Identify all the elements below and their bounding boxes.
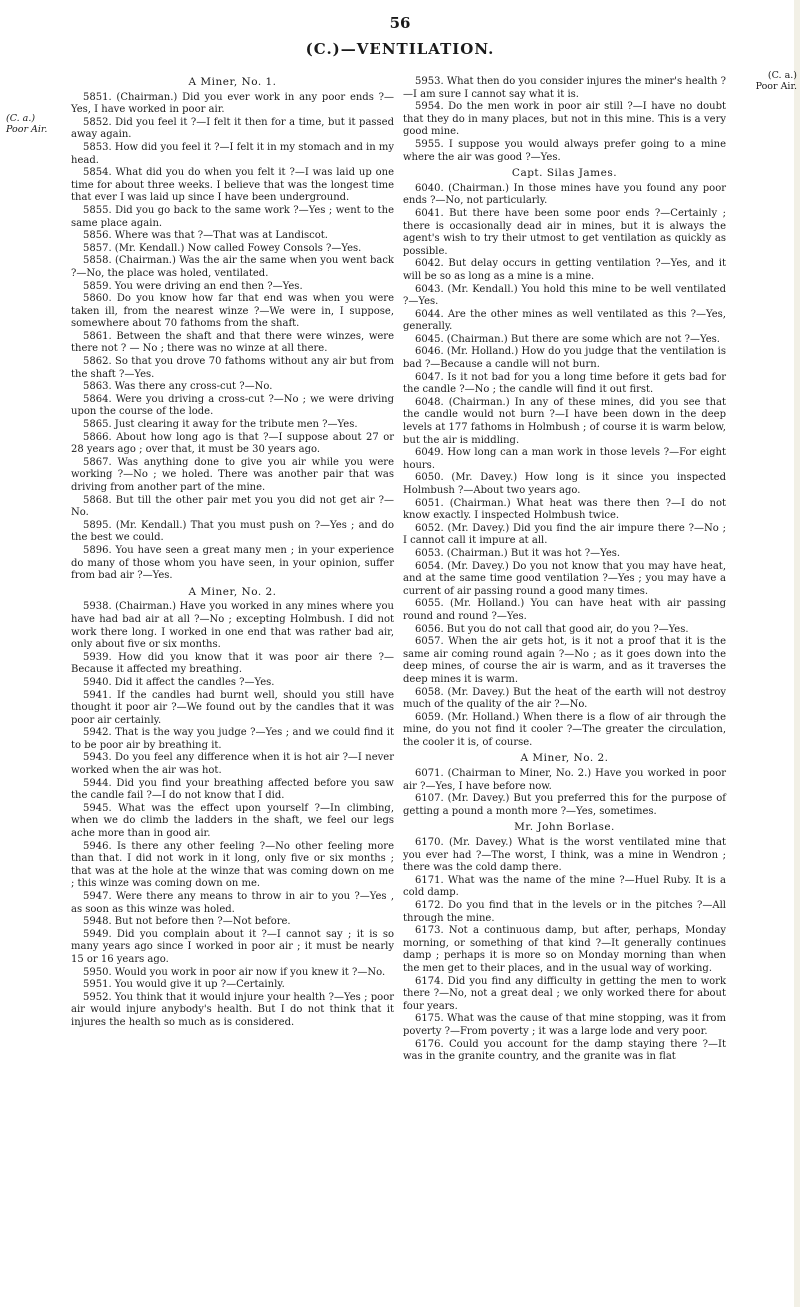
- left-column: [71, 76, 394, 1030]
- testimony-paragraph: 5946. Is there any other feeling ?—No other feeling more than that. I did not work in it long, only five or six months ; that was at the hole at the winze that was coming down on me ; this winze was coming down on me.: [71, 840, 394, 890]
- witness-heading: A Miner, No. 2.: [520, 752, 609, 765]
- testimony-paragraph: 5865. Just clearing it away for the tribute men ?—Yes.: [83, 419, 358, 431]
- testimony-paragraph: 6071. (Chairman to Miner, No. 2.) Have you worked in poor air ?—Yes, I have before now.: [403, 768, 726, 792]
- testimony-paragraph: 5955. I suppose you would always prefer going to a mine where the air was good ?—Yes.: [403, 138, 726, 163]
- margin-note-right: (C. a.) Poor Air.: [755, 70, 797, 92]
- testimony-paragraph: 6056. But you do not call that good air, do you ?—Yes.: [415, 623, 689, 635]
- testimony-paragraph: 6047. Is it not bad for you a long time before it gets bad for the candle ?—No ; the candle will find it out first.: [403, 371, 726, 396]
- testimony-paragraph: 5857. (Mr. Kendall.) Now called Fowey Consols ?—Yes.: [83, 242, 362, 254]
- testimony-paragraph: 5942. That is the way you judge ?—Yes ; and we could find it to be poor air by breathing it.: [71, 727, 394, 751]
- testimony-paragraph: 6173. Not a continuous damp, but after, perhaps, Monday morning, or something of that kind ?—It generally continues damp ; perhaps it is more so on Monday morning than when the men get to their places, and in the usual way of working.: [403, 925, 726, 974]
- testimony-paragraph: 6046. (Mr. Holland.) How do you judge that the ventilation is bad ?—Because a candle will not burn.: [403, 346, 726, 371]
- testimony-paragraph: 5943. Do you feel any difference when it is hot air ?—I never worked when the air was hot.: [71, 752, 394, 777]
- testimony-paragraph: 5856. Where was that ?—That was at Landiscot.: [83, 230, 328, 242]
- testimony-paragraph: 5867. Was anything done to give you air while you were working ?—No ; we holed. There was another pair that was driving from another part of the mine.: [71, 456, 394, 493]
- testimony-paragraph: 6170. (Mr. Davey.) What is the worst ventilated mine that you ever had ?—The worst, I think, was a mine in Wendron ; there was the cold damp there.: [403, 837, 726, 874]
- testimony-paragraph: 5861. Between the shaft and that there were winzes, were there not ? — No ; there was no winze at all there.: [71, 330, 394, 355]
- testimony-paragraph: 5951. You would give it up ?—Certainly.: [83, 979, 285, 991]
- testimony-paragraph: 5896. You have seen a great many men ; in your experience do many of those whom you have seen, in your opinion, suffer from bad air ?—Yes.: [71, 544, 394, 582]
- testimony-paragraph: 5940. Did it affect the candles ?—Yes.: [83, 676, 275, 688]
- testimony-paragraph: 6059. (Mr. Holland.) When there is a flow of air through the mine, do you not find it cooler ?—The greater the circulation, the cooler it is, of course.: [403, 711, 726, 748]
- testimony-paragraph: 6107. (Mr. Davey.) But you preferred this for the purpose of getting a pound a month more ?—Yes, sometimes.: [403, 793, 726, 817]
- testimony-paragraph: 6172. Do you find that in the levels or in the pitches ?—All through the mine.: [403, 900, 726, 924]
- right-column: [403, 76, 726, 1064]
- testimony-paragraph: 6050. (Mr. Davey.) How long is it since you inspected Holmbush ?—About two years ago.: [403, 472, 726, 496]
- testimony-paragraph: 5864. Were you driving a cross-cut ?—No ; we were driving upon the course of the lode.: [71, 393, 394, 418]
- testimony-paragraph: 5947. Were there any means to throw in air to you ?—Yes , as soon as this winze was holed.: [71, 891, 394, 915]
- margin-note-left: (C. a.) Poor Air.: [6, 113, 48, 135]
- testimony-paragraph: 5939. How did you know that it was poor air there ?—Because it affected my breathing.: [71, 651, 394, 676]
- testimony-paragraph: 5852. Did you feel it ?—I felt it then for a time, but it passed away again.: [71, 116, 394, 141]
- testimony-paragraph: 6054. (Mr. Davey.) Do you not know that you may have heat, and at the same time good ventilation ?—Yes ; you may have a current of air passing round a good many times.: [403, 560, 726, 597]
- testimony-paragraph: 6052. (Mr. Davey.) Did you find the air impure there ?—No ; I cannot call it impure at all.: [403, 522, 726, 547]
- testimony-paragraph: 6045. (Chairman.) But there are some which are not ?—Yes.: [415, 333, 720, 345]
- testimony-paragraph: 6175. What was the cause of that mine stopping, was it from poverty ?—From poverty ; it was a large lode and very poor.: [403, 1013, 726, 1037]
- testimony-paragraph: 5858. (Chairman.) Was the air the same when you went back ?—No, the place was holed, ventilated.: [71, 255, 394, 279]
- testimony-paragraph: 5938. (Chairman.) Have you worked in any mines where you have had bad air at all ?—No ; excepting Holmbush. I did not work there long. I worked in one end that was rather bad air, only about five or six months.: [71, 601, 394, 651]
- testimony-paragraph: 5953. What then do you consider injures the miner's health ?—I am sure I cannot say what it is.: [403, 76, 726, 100]
- testimony-paragraph: 6040. (Chairman.) In those mines have you found any poor ends ?—No, not particularly.: [403, 182, 726, 207]
- testimony-paragraph: 5945. What was the effect upon yourself ?—In climbing, when we do climb the ladders in the shaft, we feel our legs ache more than in good air.: [71, 802, 394, 840]
- testimony-paragraph: 5851. (Chairman.) Did you ever work in any poor ends ?—Yes, I have worked in poor air.: [71, 91, 394, 116]
- testimony-paragraph: 5853. How did you feel it ?—I felt it in my stomach and in my head.: [71, 141, 394, 166]
- testimony-paragraph: 5948. But not before then ?—Not before.: [83, 916, 291, 928]
- witness-heading: Capt. Silas James.: [511, 167, 618, 180]
- testimony-paragraph: 6057. When the air gets hot, is it not a proof that it is the same air coming round again ?—No ; as it goes down into the deep mines, of course the air is warm, and as it traverses the deep mines it is warm.: [403, 636, 726, 685]
- testimony-paragraph: 6058. (Mr. Davey.) But the heat of the earth will not destroy much of the quality of the air ?—No.: [403, 686, 726, 711]
- testimony-paragraph: 6044. Are the other mines as well ventilated as this ?—Yes, generally.: [403, 308, 726, 333]
- testimony-paragraph: 6048. (Chairman.) In any of these mines, did you see that the candle would not burn ?—I have been down in the deep levels at 177 fathoms in Holmbush ; of course it is warm below, but the air is middling.: [403, 396, 726, 446]
- testimony-paragraph: 5860. Do you know how far that end was when you were taken ill, from the nearest winze ?—We were in, I suppose, somewhere about 70 fathoms from the shaft.: [71, 293, 394, 330]
- testimony-paragraph: 5854. What did you do when you felt it ?—I was laid up one time for about three weeks. I believe that was the longest time that ever I was laid up since I have been underground.: [71, 167, 394, 204]
- testimony-paragraph: 6041. But there have been some poor ends ?—Certainly ; there is occasionally dead air in mines, but it is always the agent's wish to try their utmost to get ventilation as quickly as possible.: [403, 207, 726, 257]
- testimony-paragraph: 5954. Do the men work in poor air still ?—I have no doubt that they do in many places, but not in this mine. This is a very good mine.: [403, 101, 726, 138]
- testimony-paragraph: 6055. (Mr. Holland.) You can have heat with air passing round and round ?—Yes.: [403, 598, 726, 622]
- testimony-paragraph: 5862. So that you drove 70 fathoms without any air but from the shaft ?—Yes.: [71, 356, 394, 380]
- testimony-paragraph: 5949. Did you complain about it ?—I cannot say ; it is so many years ago since I worked in poor air ; it must be nearly 15 or 16 years ago.: [71, 928, 394, 965]
- page-number: 56: [389, 14, 411, 32]
- page-edge: [794, 0, 800, 1307]
- witness-heading: A Miner, No. 2.: [188, 585, 277, 598]
- testimony-paragraph: 6171. What was the name of the mine ?—Huel Ruby. It is a cold damp.: [403, 874, 726, 899]
- testimony-paragraph: 5944. Did you find your breathing affected before you saw the candle fail ?—I do not know that I did.: [71, 777, 394, 802]
- testimony-paragraph: 5859. You were driving an end then ?—Yes.: [83, 280, 303, 292]
- testimony-paragraph: 6042. But delay occurs in getting ventilation ?—Yes, and it will be so as long as a mine is a mine.: [403, 258, 726, 282]
- testimony-paragraph: 6049. How long can a man work in those levels ?—For eight hours.: [403, 447, 726, 471]
- testimony-paragraph: 6043. (Mr. Kendall.) You hold this mine to be well ventilated ?—Yes.: [403, 283, 726, 308]
- testimony-paragraph: 5950. Would you work in poor air now if you knew it ?—No.: [83, 966, 386, 978]
- testimony-paragraph: 5863. Was there any cross-cut ?—No.: [83, 381, 273, 393]
- witness-heading: A Miner, No. 1.: [188, 76, 277, 88]
- testimony-paragraph: 6053. (Chairman.) But it was hot ?—Yes.: [415, 547, 621, 559]
- testimony-paragraph: 5855. Did you go back to the same work ?—Yes ; went to the same place again.: [71, 204, 394, 229]
- section-title: (C.)—VENTILATION.: [305, 40, 495, 58]
- testimony-paragraph: 5866. About how long ago is that ?—I suppose about 27 or 28 years ago ; over that, it must be 30 years ago.: [71, 431, 394, 456]
- witness-heading: Mr. John Borlase.: [514, 821, 615, 834]
- testimony-paragraph: 5941. If the candles had burnt well, should you still have thought it poor air ?—We found out by the candles that it was poor air certainly.: [71, 689, 394, 726]
- testimony-paragraph: 5868. But till the other pair met you you did not get air ?—No.: [71, 494, 394, 519]
- testimony-paragraph: 5952. You think that it would injure your health ?—Yes ; poor air would injure anybody's health. But I do not think that it injures the health so much as is considered.: [71, 991, 394, 1028]
- testimony-paragraph: 5895. (Mr. Kendall.) That you must push on ?—Yes ; and do the best we could.: [71, 519, 394, 544]
- testimony-paragraph: 6174. Did you find any difficulty in getting the men to work there ?—No, not a great deal ; we only worked there for about four years.: [403, 975, 726, 1012]
- testimony-paragraph: 6051. (Chairman.) What heat was there then ?—I do not know exactly. I inspected Holmbush twice.: [403, 497, 726, 522]
- testimony-paragraph: 6176. Could you account for the damp staying there ?—It was in the granite country, and the granite was in flat: [403, 1038, 726, 1063]
